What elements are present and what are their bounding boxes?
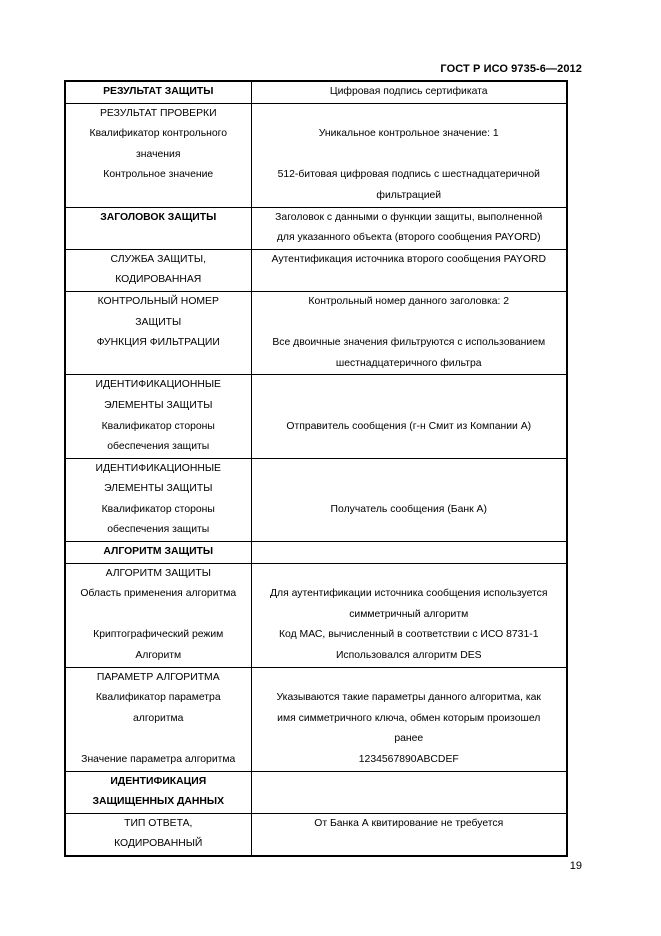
field-value-line (252, 145, 567, 166)
field-value-line: фильтрацией (376, 189, 442, 201)
field-value-line (252, 437, 567, 458)
field-value-line (252, 396, 567, 417)
page-number: 19 (569, 860, 582, 872)
table-row (65, 207, 567, 249)
field-name-line: Значение параметра алгоритма (81, 754, 236, 765)
field-name-line (66, 354, 251, 375)
field-value-line: 1234567890ABCDEF (358, 754, 459, 765)
field-name-line: алгоритма (133, 712, 184, 724)
field-name-cell (65, 542, 251, 564)
field-name-line: ИДЕНТИФИКАЦИОННЫЕ (95, 462, 221, 474)
field-name-cell (65, 207, 251, 249)
table-row (65, 667, 567, 771)
table-row (65, 81, 567, 103)
field-value-line: Получатель сообщения (Банк А) (330, 503, 487, 515)
field-value-cell (251, 103, 567, 207)
table-row (65, 249, 567, 291)
field-name-line: Квалификатор параметра (95, 692, 221, 704)
field-name-line: КОДИРОВАННЫЙ (114, 838, 203, 850)
field-value-line (252, 479, 567, 500)
field-value-line (252, 104, 567, 125)
field-value-cell (251, 563, 567, 667)
field-value-cell (251, 771, 567, 813)
field-value-cell (251, 667, 567, 771)
field-value-line: 512-битовая цифровая подпись с шестнадцатеричной (277, 169, 540, 181)
field-value-cell (251, 207, 567, 249)
field-name-line: ИДЕНТИФИКАЦИЯ (110, 775, 207, 787)
field-name-line: ЗАЩИТЫ (135, 316, 182, 328)
field-name-line: Криптографический режим (93, 629, 224, 641)
table-row (65, 771, 567, 813)
field-name-cell (65, 458, 251, 541)
field-value-line (252, 772, 567, 793)
table-row (65, 458, 567, 541)
field-value-line (252, 270, 567, 291)
field-name-line: Алгоритм (135, 650, 182, 662)
field-value-line: Уникальное контрольное значение: 1 (318, 128, 499, 140)
field-value-line: для указанного объекта (второго сообщения PAYORD) (276, 232, 541, 244)
field-name-line: ТИП ОТВЕТА, (124, 817, 193, 829)
table-row (65, 103, 567, 207)
field-name-cell (65, 771, 251, 813)
field-name-line: ЭЛЕМЕНТЫ ЗАЩИТЫ (104, 483, 213, 495)
field-value-line: Для аутентификации источника сообщения используется (270, 588, 548, 600)
standard-designation: ГОСТ Р ИСО 9735-6—2012 (440, 63, 582, 75)
field-name-cell (65, 249, 251, 291)
field-value-cell (251, 291, 567, 374)
field-value-cell (251, 813, 567, 856)
field-value-cell (251, 375, 567, 458)
field-name-line: Контрольное значение (103, 169, 214, 181)
field-name-line: ЗАГОЛОВОК ЗАЩИТЫ (100, 211, 217, 223)
field-name-cell (65, 563, 251, 667)
field-name-line: КОДИРОВАННАЯ (115, 274, 202, 286)
field-value-cell (251, 542, 567, 564)
field-value-line: Отправитель сообщения (г-н Смит из Компании А) (286, 420, 532, 432)
field-value-line (252, 834, 567, 855)
table-row (65, 291, 567, 374)
field-value-line (252, 313, 567, 334)
field-name-cell (65, 813, 251, 856)
field-value-line (252, 520, 567, 541)
field-name-line: РЕЗУЛЬТАТ ЗАЩИТЫ (103, 86, 214, 97)
field-value-line: Код МАС, вычисленный в соответствии с ИСО 8731-1 (279, 629, 539, 641)
field-value-line: Контрольный номер данного заголовка: 2 (308, 295, 510, 307)
field-value-line: шестнадцатеричного фильтра (335, 357, 482, 369)
field-value-line: ранее (394, 733, 424, 745)
field-value-line: Указываются такие параметры данного алгоритма, как (276, 692, 541, 704)
field-name-line (66, 605, 251, 626)
field-value-line: Аутентификация источника второго сообщения PAYORD (271, 253, 546, 265)
table-row (65, 375, 567, 458)
field-name-line: КОНТРОЛЬНЫЙ НОМЕР (97, 295, 219, 307)
table-row (65, 542, 567, 564)
field-value-line (252, 792, 567, 813)
field-name-line: обеспечения защиты (107, 524, 210, 536)
field-name-line: АЛГОРИТМ ЗАЩИТЫ (103, 546, 214, 558)
field-value-line (252, 542, 567, 563)
field-value-cell (251, 249, 567, 291)
field-value-line: Использовался алгоритм DES (335, 650, 482, 662)
field-name-line: ЗАЩИЩЕННЫХ ДАННЫХ (92, 796, 225, 808)
field-name-cell (65, 667, 251, 771)
field-name-line (66, 228, 251, 249)
field-value-line (252, 668, 567, 689)
field-value-line: имя симметричного ключа, обмен которым произошел (277, 712, 541, 724)
field-name-cell (65, 375, 251, 458)
field-value-cell (251, 458, 567, 541)
field-name-line: значения (136, 148, 181, 160)
field-value-line: От Банка А квитирование не требуется (314, 817, 504, 829)
field-value-line (252, 564, 567, 585)
table-row (65, 563, 567, 667)
field-name-line: ЭЛЕМЕНТЫ ЗАЩИТЫ (104, 399, 213, 411)
field-name-line: СЛУЖБА ЗАЩИТЫ, (110, 253, 206, 265)
field-name-line: РЕЗУЛЬТАТ ПРОВЕРКИ (99, 107, 217, 119)
field-name-line (66, 729, 251, 750)
field-value-line (252, 459, 567, 480)
field-name-line: АЛГОРИТМ ЗАЩИТЫ (105, 567, 211, 579)
security-table (64, 80, 568, 857)
field-name-cell (65, 103, 251, 207)
field-value-line (252, 375, 567, 396)
field-name-line: Квалификатор контрольного (89, 128, 227, 140)
field-name-line: Область применения алгоритма (80, 588, 237, 600)
field-value-cell (251, 81, 567, 103)
field-value-line: Все двоичные значения фильтруются с использованием (272, 337, 546, 349)
field-name-line: обеспечения защиты (107, 441, 210, 453)
field-name-line: Квалификатор стороны (101, 420, 215, 432)
field-name-line (66, 186, 251, 207)
field-value-line: Цифровая подпись сертификата (329, 86, 488, 97)
field-name-cell (65, 81, 251, 103)
field-name-line: ФУНКЦИЯ ФИЛЬТРАЦИИ (96, 337, 220, 349)
field-value-line: симметричный алгоритм (349, 608, 469, 620)
field-name-line: ИДЕНТИФИКАЦИОННЫЕ (95, 379, 221, 391)
field-name-line: Квалификатор стороны (101, 503, 215, 515)
table-row (65, 813, 567, 856)
field-value-line: Заголовок с данными о функции защиты, выполненной (275, 211, 543, 223)
field-name-line: ПАРАМЕТР АЛГОРИТМА (96, 671, 220, 683)
field-name-cell (65, 291, 251, 374)
